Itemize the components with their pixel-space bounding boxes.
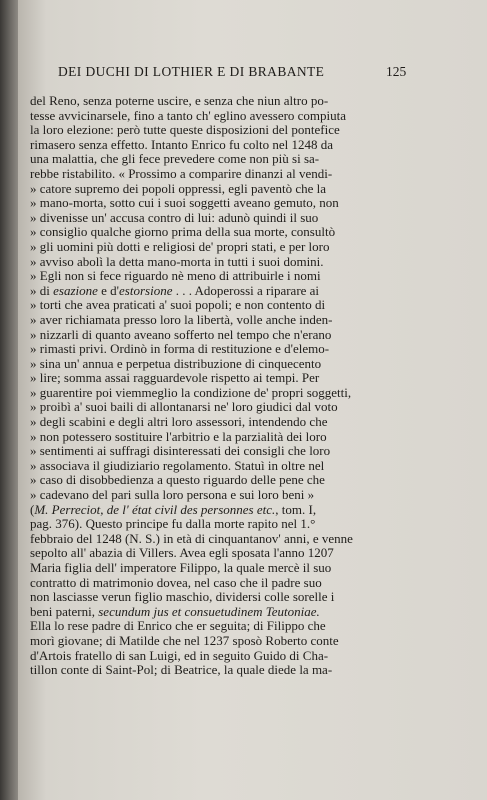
text-line: » divenisse un' accusa contro di lui: adunò quindi il suo xyxy=(30,210,319,225)
text-line: sepolto all' abazia di Villers. Avea egli sposata l'anno 1207 xyxy=(30,546,334,561)
text-line: febbraio del 1248 (N. S.) in età di cinquantanov' anni, e venne xyxy=(30,531,353,546)
text-line xyxy=(30,503,426,518)
text-line: » avviso abolì la detta mano-morta in tutti i suoi domini. xyxy=(30,254,324,269)
text-line xyxy=(30,605,426,620)
text-line: » degli scabini e degli altri loro assessori, intendendo che xyxy=(30,415,328,430)
text-line: rimasero senza effetto. Intanto Enrico fu colto nel 1248 da xyxy=(30,137,333,152)
text-line: » consiglio qualche giorno prima della sua morte, consultò xyxy=(30,225,336,240)
text-line: » proibì a' suoi baili di allontanarsi ne' loro giudici dal voto xyxy=(30,400,338,415)
text-line: tesse avvicinarsele, fino a tanto ch' eglino avessero compiuta xyxy=(30,108,347,123)
text-line: d'Artois fratello di san Luigi, ed in seguito Guido di Cha- xyxy=(30,648,329,663)
text-line: contratto di matrimonio dovea, nel caso che il padre suo xyxy=(30,575,322,590)
text-line: » associava il giudiziario regolamento. Statuì in oltre nel xyxy=(30,458,325,473)
text-line: » guarentire poi viemmeglio la condizione de' propri soggetti, xyxy=(30,385,352,400)
text-line: la loro elezione: però tutte queste disposizioni del pontefice xyxy=(30,123,340,138)
text-line: tillon conte di Saint-Pol; di Beatrice, la quale diede la ma- xyxy=(30,663,333,678)
text-run: e d' xyxy=(97,283,120,298)
text-line: del Reno, senza poterne uscire, e senza che niun altro po- xyxy=(30,94,329,108)
text-run: ( xyxy=(30,502,35,517)
text-run: beni paterni, xyxy=(30,604,99,619)
text-line: » nizzarli di quanto aveano sofferto nel tempo che n'erano xyxy=(30,327,332,342)
text-line: » mano-morta, sotto cui i suoi soggetti aveano gemuto, non xyxy=(30,196,339,211)
text-line: Maria figlia dell' imperatore Filippo, la quale mercè il suo xyxy=(30,561,332,575)
text-line: Ella lo rese padre di Enrico che er seguita; di Filippo che xyxy=(30,619,326,634)
text-line: pag. 376). Questo principe fu dalla morte rapito nel 1.° xyxy=(30,517,316,532)
italic-phrase: esazione xyxy=(53,283,98,298)
text-line: » Egli non si fece riguardo nè meno di attribuirle i nomi xyxy=(30,269,321,284)
text-line: una malattia, che gli fece prevedere come non più si sa- xyxy=(30,152,320,167)
text-line: » sina un' annua e perpetua distribuzione di cinquecento xyxy=(30,356,322,371)
text-line: » cadevano del pari sulla loro persona e sui loro beni » xyxy=(30,488,315,503)
text-line: » gli uomini più dotti e religiosi de' propri stati, e per loro xyxy=(30,239,330,254)
italic-phrase: secundum jus et consuetudinem Teutoniae. xyxy=(98,604,320,619)
running-title: DEI DUCHI DI LOTHIER E DI BRABANTE xyxy=(58,64,325,79)
text-line: non lasciasse verun figlio maschio, dividersi colle sorelle i xyxy=(30,590,335,605)
text-line: » torti che avea praticati a' suoi popoli; e non contento di xyxy=(30,298,326,313)
text-line: rebbe ristabilito. « Prossimo a comparire dinanzi al vendi- xyxy=(30,166,333,181)
body-text xyxy=(30,94,426,678)
italic-phrase: M. Perreciot, de l' état civil des personnes etc. xyxy=(34,502,276,517)
text-line: morì giovane; di Matilde che nel 1237 sposò Roberto conte xyxy=(30,633,339,648)
text-run: , tom. I, xyxy=(275,502,317,517)
text-line: » aver richiamata presso loro la libertà, volle anche inden- xyxy=(30,312,333,327)
page-number: 125 xyxy=(386,64,407,79)
text-line: » lire; somma assai ragguardevole rispetto ai tempi. Per xyxy=(30,371,320,386)
text-run: » di xyxy=(30,283,54,298)
text-line: » rimasti privi. Ordinò in forma di restituzione e d'elemo- xyxy=(30,342,330,357)
italic-phrase: estorsione xyxy=(119,283,173,298)
text-line: » caso di disobbedienza a questo riguardo delle pene che xyxy=(30,473,325,488)
text-line: » catore supremo dei popoli oppressi, egli paventò che la xyxy=(30,181,327,196)
text-run: . . . Adoperossi a riparare ai xyxy=(172,283,320,298)
text-line: » sentimenti ai suffragi disinteressati dei consigli che loro xyxy=(30,444,331,459)
text-line: » non potessero sostituire l'arbitrio e la parzialità dei loro xyxy=(30,429,327,444)
text-line xyxy=(30,284,426,299)
